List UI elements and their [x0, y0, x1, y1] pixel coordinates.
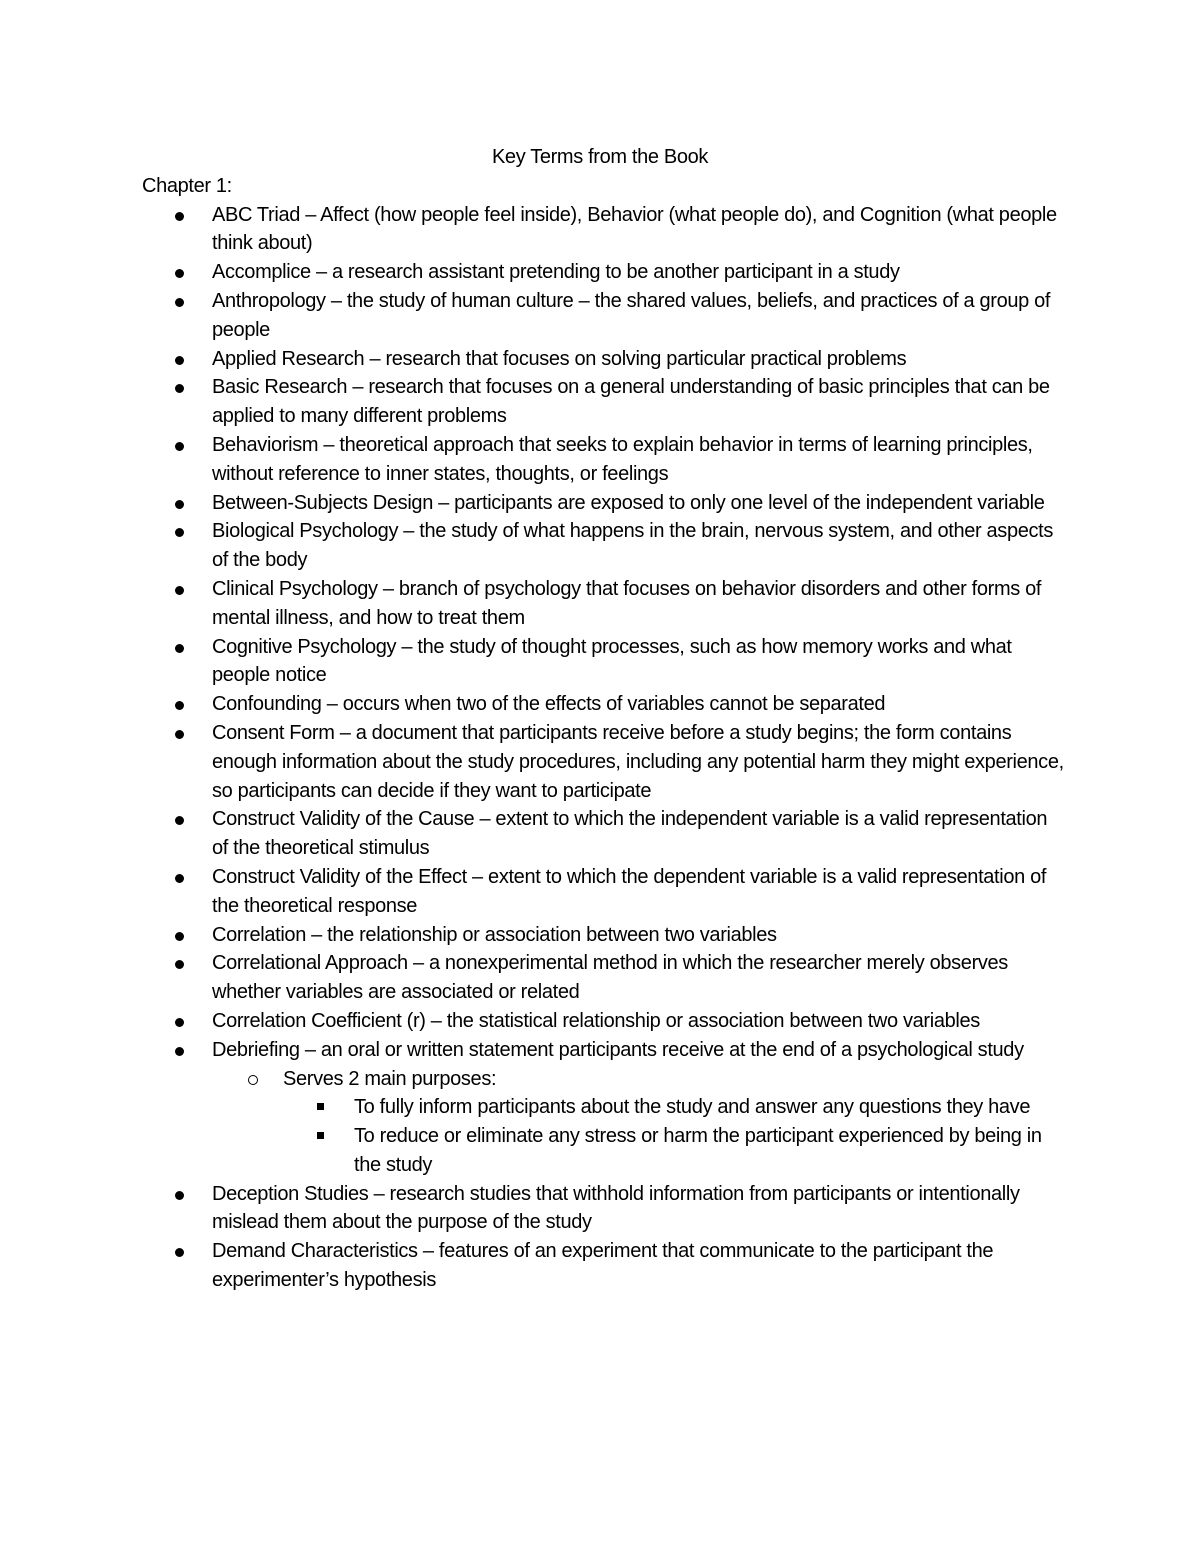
bullet-icon	[175, 644, 184, 653]
term-text: Basic Research – research that focuses on a general understanding of basic principles that can be applied to many different problems	[212, 376, 1050, 428]
purposes-sublist	[283, 1093, 1067, 1179]
term-text: Debriefing – an oral or written statement participants receive at the end of a psychological study	[212, 1038, 1024, 1061]
term-text: Applied Research – research that focuses on solving particular practical problems	[212, 347, 907, 370]
list-item	[142, 1180, 1067, 1238]
list-item	[142, 258, 1067, 287]
bullet-icon	[175, 701, 184, 710]
sub-item-text: Serves 2 main purposes:	[283, 1067, 497, 1090]
term-text: Accomplice – a research assistant pretending to be another participant in a study	[212, 261, 900, 284]
bullet-icon	[175, 730, 184, 739]
square-bullet-icon	[317, 1103, 324, 1110]
term-text: Deception Studies – research studies that withhold information from participants or intentionally mislead them about the purpose of the study	[212, 1182, 1020, 1234]
bullet-icon	[175, 1191, 184, 1200]
list-item	[142, 287, 1067, 345]
term-text: Consent Form – a document that participants receive before a study begins; the form contains enough information about the study procedures, including any potential harm they might experience, so participants can decide if they want to participate	[212, 721, 1064, 802]
term-text: Behaviorism – theoretical approach that seeks to explain behavior in terms of learning principles, without reference to inner states, thoughts, or feelings	[212, 433, 1033, 485]
list-item	[142, 489, 1067, 518]
list-item	[142, 1007, 1067, 1036]
bullet-icon	[175, 528, 184, 537]
list-item	[142, 633, 1067, 691]
list-item	[142, 345, 1067, 374]
term-text: Biological Psychology – the study of what happens in the brain, nervous system, and other aspects of the body	[212, 520, 1054, 572]
list-item	[142, 517, 1067, 575]
square-bullet-icon	[317, 1132, 324, 1139]
list-item	[142, 1036, 1067, 1180]
list-item	[142, 373, 1067, 431]
bullet-icon	[175, 586, 184, 595]
term-text: Cognitive Psychology – the study of thought processes, such as how memory works and what people notice	[212, 635, 1012, 687]
debriefing-sublist	[212, 1065, 1067, 1180]
term-text: Confounding – occurs when two of the effects of variables cannot be separated	[212, 693, 886, 716]
bullet-icon	[175, 500, 184, 509]
bullet-icon	[175, 874, 184, 883]
list-item	[142, 719, 1067, 805]
bullet-icon	[175, 442, 184, 451]
bullet-icon	[175, 356, 184, 365]
term-text: Construct Validity of the Effect – extent to which the dependent variable is a valid representation of the theoretical response	[212, 865, 1047, 917]
bullet-icon	[175, 298, 184, 307]
bullet-icon	[175, 816, 184, 825]
list-item	[212, 1065, 1067, 1180]
document-title: Key Terms from the Book	[491, 146, 709, 168]
document-body	[142, 143, 1067, 1295]
term-text: Correlation Coefficient (r) – the statistical relationship or association between two variables	[212, 1009, 980, 1032]
chapter-heading: Chapter 1:	[142, 174, 232, 197]
bullet-icon	[175, 384, 184, 393]
term-text: Clinical Psychology – branch of psychology that focuses on behavior disorders and other forms of mental illness, and how to treat them	[212, 577, 1042, 629]
list-item	[142, 949, 1067, 1007]
list-item	[142, 690, 1067, 719]
list-item	[142, 575, 1067, 633]
bullet-icon	[175, 1248, 184, 1257]
bullet-icon	[175, 1047, 184, 1056]
circle-bullet-icon	[248, 1075, 258, 1085]
purpose-text: To fully inform participants about the study and answer any questions they have	[354, 1096, 1031, 1119]
bullet-icon	[175, 212, 184, 221]
bullet-icon	[175, 269, 184, 278]
list-item	[142, 805, 1067, 863]
list-item	[142, 431, 1067, 489]
term-text: Between-Subjects Design – participants are exposed to only one level of the independent variable	[212, 491, 1045, 514]
list-item	[283, 1093, 1067, 1122]
list-item	[142, 921, 1067, 950]
list-item	[142, 1237, 1067, 1295]
bullet-icon	[175, 960, 184, 969]
term-text: ABC Triad – Affect (how people feel inside), Behavior (what people do), and Cognition (what people think about)	[212, 203, 1057, 255]
term-text: Correlational Approach – a nonexperimental method in which the researcher merely observes whether variables are associated or related	[212, 952, 1008, 1004]
term-text: Anthropology – the study of human culture – the shared values, beliefs, and practices of a group of people	[212, 289, 1051, 341]
list-item	[142, 863, 1067, 921]
key-terms-list	[142, 201, 1067, 1295]
bullet-icon	[175, 1018, 184, 1027]
list-item	[142, 201, 1067, 259]
bullet-icon	[175, 932, 184, 941]
purpose-text: To reduce or eliminate any stress or harm the participant experienced by being in the study	[354, 1125, 1042, 1176]
list-item	[283, 1122, 1067, 1180]
term-text: Demand Characteristics – features of an experiment that communicate to the participant the experimenter’s hypothesis	[212, 1240, 994, 1292]
term-text: Correlation – the relationship or association between two variables	[212, 923, 777, 946]
term-text: Construct Validity of the Cause – extent to which the independent variable is a valid representation of the theoretical stimulus	[212, 808, 1048, 860]
